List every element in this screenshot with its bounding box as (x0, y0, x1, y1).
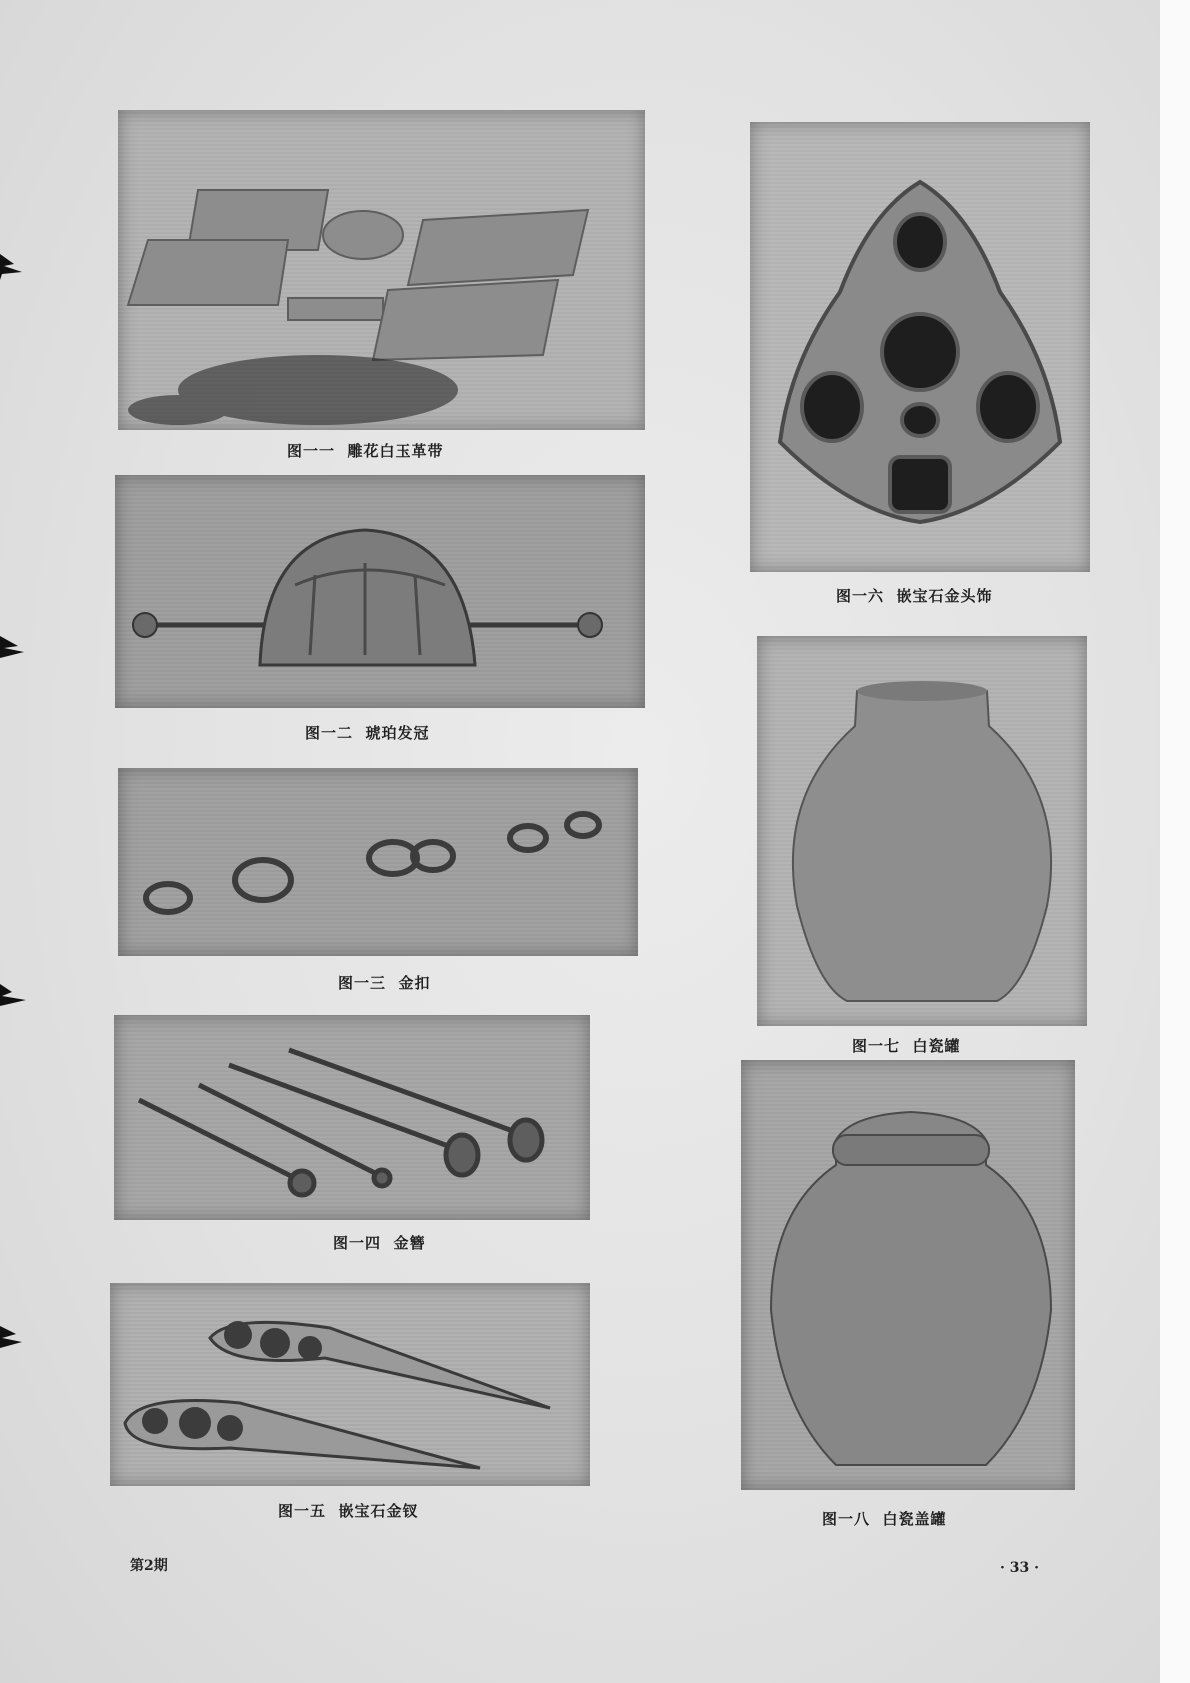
gem-hairpins-photo (110, 1283, 590, 1486)
gold-hairpins-photo (114, 1015, 590, 1220)
jade-belt-photo (118, 110, 645, 430)
binding-tear (0, 630, 26, 664)
caption-fig11: 图一一 雕花白玉革带 (287, 442, 444, 460)
white-porcelain-jar-photo (757, 636, 1087, 1026)
gold-head-ornament-photo (750, 122, 1090, 572)
issue-number: 第2期 (130, 1558, 168, 1574)
amber-crown-photo (115, 475, 645, 708)
caption-fig17: 图一七 白瓷罐 (852, 1037, 961, 1055)
binding-tear (0, 250, 26, 284)
page-margin (1160, 0, 1190, 1683)
caption-fig18: 图一八 白瓷盖罐 (822, 1510, 947, 1528)
white-porcelain-covered-jar-photo (741, 1060, 1075, 1490)
caption-fig13: 图一三 金扣 (338, 974, 431, 992)
caption-fig16: 图一六 嵌宝石金头饰 (836, 587, 993, 605)
binding-tear (0, 980, 26, 1014)
caption-fig14: 图一四 金簪 (333, 1234, 426, 1252)
gold-buttons-photo (118, 768, 638, 956)
caption-fig15: 图一五 嵌宝石金钗 (278, 1502, 419, 1520)
binding-tear (0, 1320, 26, 1354)
caption-fig12: 图一二 琥珀发冠 (305, 724, 430, 742)
page-number: · 33 · (1000, 1560, 1039, 1576)
